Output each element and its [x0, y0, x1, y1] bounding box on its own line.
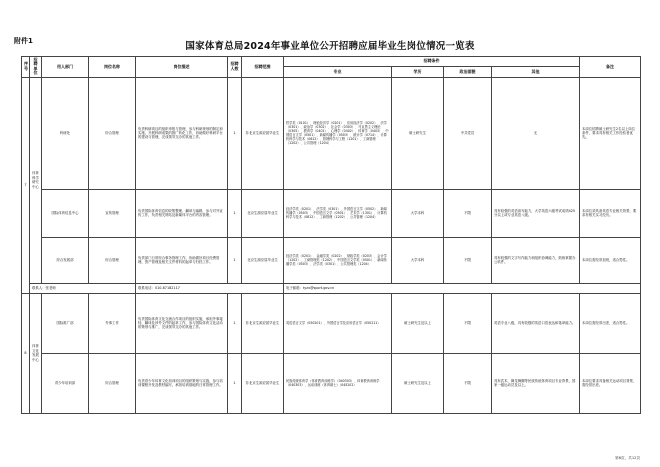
row-target: 非北京生源应届毕业生: [242, 353, 284, 413]
table-row: [22, 77, 641, 189]
row-remarks: 本岗位要求具备相关运动项目背景，需经常出差。: [580, 353, 641, 413]
header-major: 专业: [284, 67, 392, 77]
row-target: 北京生源应届毕业生: [242, 189, 284, 237]
row-major: 经济学类（0201）、金融学类（0202）、财政学类（0203）、会计学（1202）、工商管理类（1202）、中国语言文学类（0501）、新闻传播学类（0503）、法学类（0301）、公共管理类（1204）: [284, 237, 392, 283]
row-target: 北京生源应届毕业生: [242, 237, 284, 283]
row-politics: 不限: [444, 353, 492, 413]
contact-person: 联系人：张老师: [30, 283, 136, 293]
row-dept: 青少年培训部: [42, 353, 89, 413]
row-unit: 体育文化发展中心: [30, 293, 42, 413]
header-post-name: 岗位名称: [89, 57, 136, 78]
row-post-desc: 负责国际体育信息的收集整理、翻译与编辑，参与对外宣传工作，负责相关网站及新媒体平台的内容管理。: [136, 189, 228, 237]
row-post-name: 综合管理: [89, 353, 136, 413]
row-post-desc: 负责国际体育文化交流合作项目的组织实施，承担外事接待、翻译及涉外文件的起草工作，参与国际体育文化活动的策划与推广，完成领导交办的其他工作。: [136, 293, 228, 353]
row-other: 具有武术、舞龙舞狮等民族传统体育项目专业背景，国家一级运动员及以上。: [492, 353, 580, 413]
row-post-name: 宣传管理: [89, 189, 136, 237]
table-row: [22, 293, 641, 353]
header-seq: 序号: [22, 57, 30, 78]
row-education: 硕士研究生及以上: [392, 293, 444, 353]
row-other: 无: [492, 77, 580, 189]
row-remarks: 本岗位需经常加班，适合男性。: [580, 237, 641, 283]
row-politics: 不限: [444, 237, 492, 283]
contact-phone: 联系电话：010-87182117: [136, 283, 284, 293]
table-row: [22, 237, 641, 283]
annex-label: 附件1: [14, 37, 33, 45]
contact-email: 电子邮箱：tyzx@sport.gov.cn: [284, 283, 641, 293]
row-post-desc: 负责部门日常综合事务管理工作，协助做好项目经费管理、资产管理及相关文件材料的起草与归档工作。: [136, 237, 228, 283]
row-major: 民族传统体育学（体育教育训练学）（040303）、体育教育训练学（040303）、运动训练（体育硕士）（045202）: [284, 353, 392, 413]
row-education: 硕士研究生: [392, 77, 444, 189]
row-seq: 7: [22, 77, 30, 293]
row-dept: 国际体育信息中心: [42, 189, 89, 237]
contact-row: [22, 283, 641, 293]
header-conditions: 招聘条件: [284, 57, 580, 67]
header-unit: 招聘单位: [30, 57, 42, 78]
row-other: 具有较强的文字写作能力和组织协调能力，熟练掌握办公软件。: [492, 237, 580, 283]
positions-table: [21, 56, 641, 414]
row-education: 大学本科: [392, 237, 444, 283]
page-title: 国家体育总局2024年事业单位公开招聘应届毕业生岗位情况一览表: [185, 41, 475, 52]
row-remarks: 本岗位须具备英语专业相关背景，要求有相关实习经历。: [580, 189, 641, 237]
header-politics: 政治面貌: [444, 67, 492, 77]
table-row: [22, 189, 641, 237]
row-other: 具有较强的英语读写能力，大学英语六级考试成绩425分以上或专业英语八级。: [492, 189, 580, 237]
row-post-name: 综合管理: [89, 77, 136, 189]
row-count: 1: [228, 293, 242, 353]
header-education: 学历: [392, 67, 444, 77]
row-post-desc: 负责科研项目的组织申报与管理，参与科研规划的制定和实施，开展科研成果的推广转化工作，协助做好科研平台的建设与管理，完成领导交办的其他工作。: [136, 77, 228, 189]
row-post-name: 综合管理: [89, 237, 136, 283]
row-major: 经济学类（0201）、法学类（0301）、外国语言文学（0502）、新闻传播学（0503）、中国语言文学（0501）、艺术学（1301）、计算机科学与技术（0812）、工商管理（1202）、公共管理（1204）: [284, 189, 392, 237]
header-other: 其他: [492, 67, 580, 77]
header-remarks: 备注: [580, 57, 641, 78]
row-politics: 不限: [444, 189, 492, 237]
row-major: 英语语言文学（050201）、外国语言学及应用语言学（050211）: [284, 293, 392, 353]
row-politics: 中共党员: [444, 77, 492, 189]
row-unit: 体育科学研究中心: [30, 77, 42, 283]
row-target: 非北京生源应届毕业生: [242, 293, 284, 353]
row-count: 1: [228, 77, 242, 189]
row-education: 硕士研究生及以上: [392, 353, 444, 413]
row-dept: 国际推广部: [42, 293, 89, 353]
table-row: [22, 353, 641, 413]
row-seq: 8: [22, 293, 30, 413]
header-count: 招聘人数: [228, 57, 242, 78]
row-dept: 科研处: [42, 77, 89, 189]
header-row-1: [22, 57, 641, 67]
row-count: 1: [228, 353, 242, 413]
row-politics: 不限: [444, 293, 492, 353]
row-target: 非北京生源应届毕业生: [242, 77, 284, 189]
row-dept: 综合发展部: [42, 237, 89, 283]
row-other: 英语专业八级，具有较强的英语口语表达和笔译能力。: [492, 293, 580, 353]
header-dept: 用人部门: [42, 57, 89, 78]
header-post-desc: 岗位描述: [136, 57, 228, 78]
row-count: 1: [228, 189, 242, 237]
row-post-name: 外事工作: [89, 293, 136, 353]
page-number: 第6页，共12页: [615, 456, 640, 460]
row-remarks: 本岗位招聘硕士研究生2名以上岗位条件，要求具有相关工作经验者优先。: [580, 77, 641, 189]
row-post-desc: 负责青少年体育文化培训项目的组织策划与实施，参与培训课程开发及教材编写，承担培训基地的日常管理工作。: [136, 353, 228, 413]
row-count: 1: [228, 237, 242, 283]
row-education: 大学本科: [392, 189, 444, 237]
row-remarks: 本岗位需经常出差，适合男性。: [580, 293, 641, 353]
row-major: 哲学类（0101）、理论经济学（0201）、应用经济学（0202）、法学（0301）、政治学（0302）、社会学（0303）、马克思主义理论（0305）、教育学（0401）、心理学（0402）、体育学（0403）、中国语言文学（0501）、新闻传播学（0503）、统计学（0714）、计算机科学与技术（0812）、管理科学与工程（1201）、工商管理（1202）、公共管理（1204）: [284, 77, 392, 189]
header-target: 招聘范围: [242, 57, 284, 78]
